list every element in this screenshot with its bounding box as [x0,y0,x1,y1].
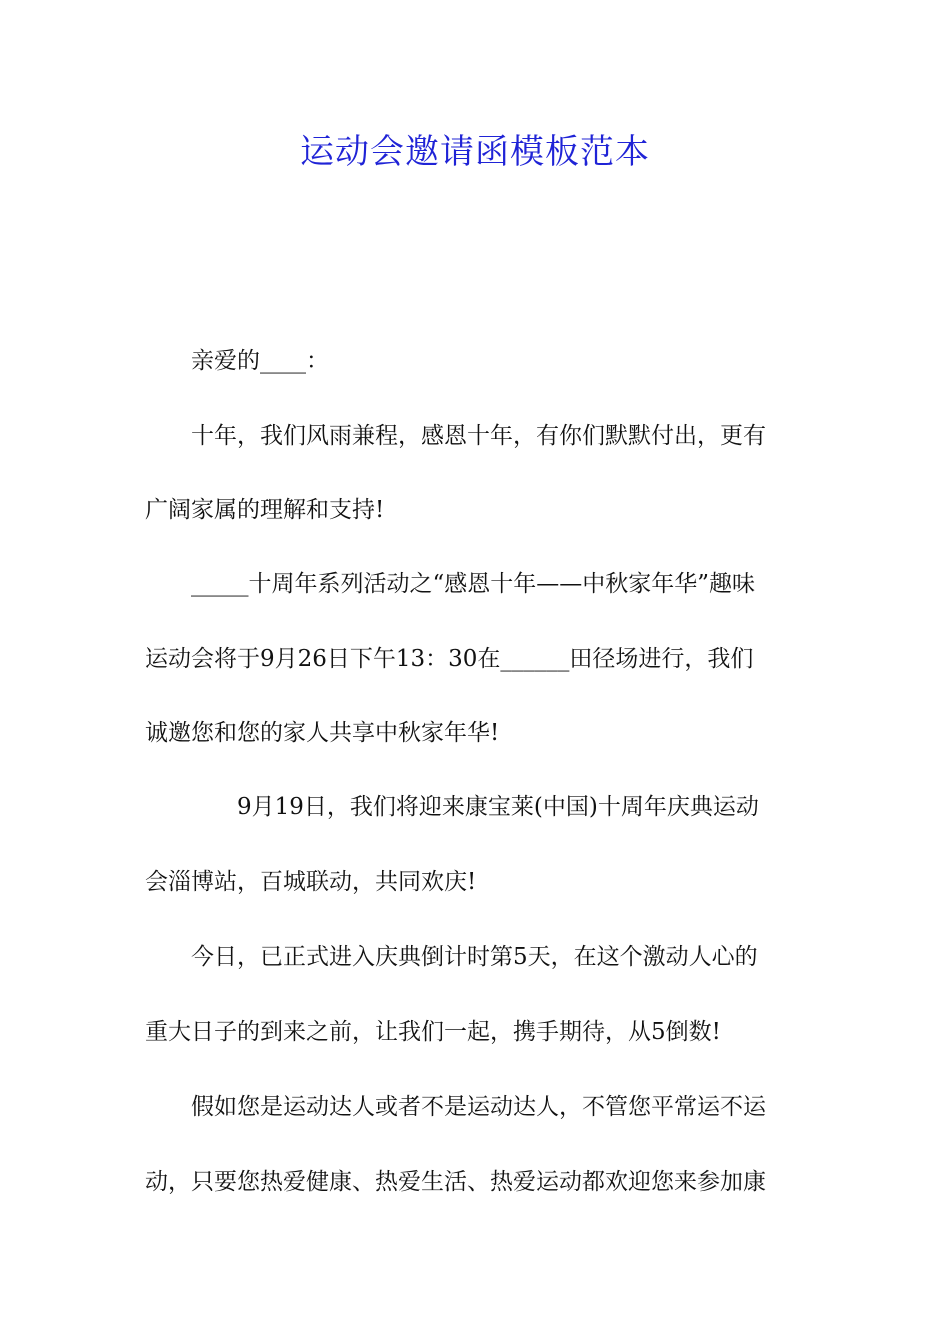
paragraph-line: 假如您是运动达人或者不是运动达人，不管您平常运不运 [145,1094,766,1120]
paragraph-line: 诚邀您和您的家人共享中秋家年华! [145,720,500,746]
paragraph-line: 运动会将于9月26日下午13：30在______田径场进行，我们 [145,646,754,672]
paragraph-line: 会淄博站，百城联动，共同欢庆! [145,869,477,895]
greeting-line: 亲爱的____： [145,348,329,374]
document-title: 运动会邀请函模板范本 [300,132,650,172]
paragraph-line: 9月19日，我们将迎来康宝莱(中国)十周年庆典运动 [145,794,759,820]
paragraph-line: 广阔家属的理解和支持! [145,497,385,523]
paragraph-line: 十年，我们风雨兼程，感恩十年，有你们默默付出，更有 [145,423,766,449]
paragraph-line: 今日，已正式进入庆典倒计时第5天，在这个激动人心的 [145,944,758,970]
paragraph-line: _____十周年系列活动之“感恩十年——中秋家年华”趣味 [145,571,756,597]
paragraph-line: 重大日子的到来之前，让我们一起，携手期待，从5倒数! [145,1019,721,1045]
paragraph-line: 动，只要您热爱健康、热爱生活、热爱运动都欢迎您来参加康 [145,1169,766,1195]
